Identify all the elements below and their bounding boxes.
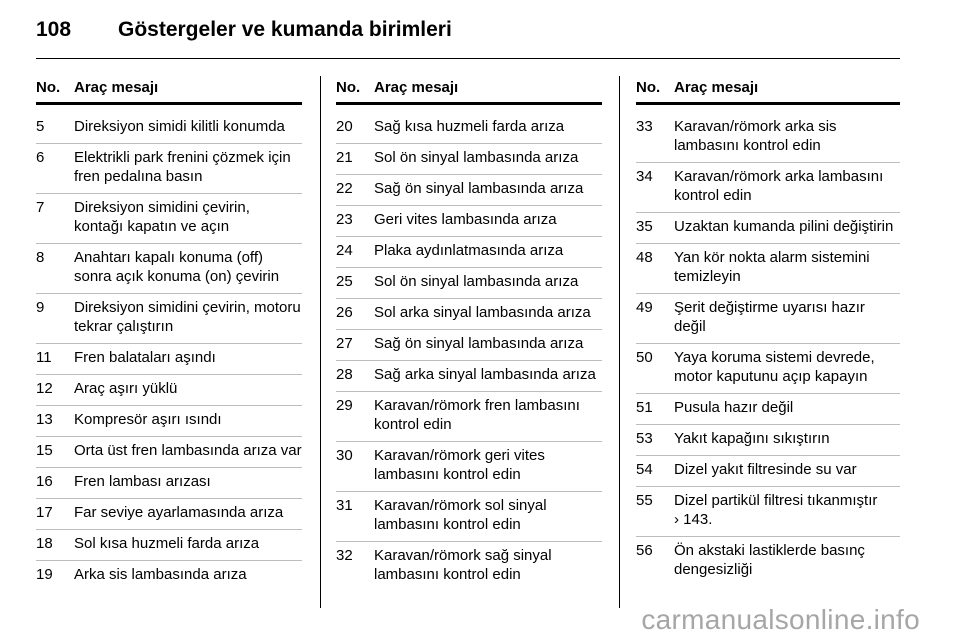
message-text — [74, 441, 302, 460]
table-row — [36, 113, 302, 144]
table-row — [636, 163, 900, 213]
message-number: 6 — [36, 149, 45, 166]
table-row — [336, 237, 602, 268]
message-number: 23 — [336, 211, 353, 228]
column-header-message: Araç mesajı — [674, 79, 759, 96]
message-number: 53 — [636, 430, 653, 447]
message-label: Sol ön sinyal lambasında arıza — [374, 149, 579, 166]
table-rows — [636, 113, 900, 586]
message-text — [74, 565, 302, 584]
message-text — [374, 396, 602, 434]
table-row — [636, 294, 900, 344]
message-number: 24 — [336, 242, 353, 259]
message-number: 50 — [636, 349, 653, 366]
page-header — [36, 16, 900, 44]
message-number: 18 — [36, 535, 53, 552]
table-row — [36, 406, 302, 437]
table-row — [36, 561, 302, 591]
message-label: Geri vites lambasında arıza — [374, 211, 557, 228]
message-number: 30 — [336, 447, 353, 464]
message-label: Fren lambası arızası — [74, 473, 211, 490]
table-row — [636, 344, 900, 394]
table-rows — [336, 113, 602, 591]
message-text — [674, 398, 900, 417]
message-text — [374, 365, 602, 384]
column-header — [336, 76, 602, 105]
message-label: Kompresör aşırı ısındı — [74, 411, 222, 428]
message-text — [74, 379, 302, 398]
message-label: Direksiyon simidi kilitli konumda — [74, 118, 285, 135]
message-text — [674, 248, 900, 286]
table-row — [336, 492, 602, 542]
message-text — [74, 410, 302, 429]
column-divider — [320, 76, 321, 608]
message-number: 19 — [36, 566, 53, 583]
message-label: Sağ ön sinyal lambasında arıza — [374, 335, 584, 352]
message-text — [674, 348, 900, 386]
table-row — [336, 113, 602, 144]
table-row — [336, 206, 602, 237]
message-label: Ön akstaki lastiklerde basınç dengesizliği — [674, 542, 865, 578]
page-title: Göstergeler ve kumanda birimleri — [118, 18, 452, 41]
message-text — [74, 503, 302, 522]
message-number: 11 — [36, 349, 52, 366]
table-row — [636, 244, 900, 294]
message-label: Plaka aydınlatmasında arıza — [374, 242, 564, 259]
message-label: Araç aşırı yüklü — [74, 380, 178, 397]
table-row — [336, 392, 602, 442]
message-text — [374, 446, 602, 484]
table-row — [36, 499, 302, 530]
table-row — [636, 537, 900, 586]
message-text — [674, 167, 900, 205]
header-divider — [36, 58, 900, 59]
column-header-no: No. — [36, 79, 61, 96]
message-label: Karavan/römork fren lambasını kontrol edin — [374, 397, 580, 433]
message-label: Şerit değiştirme uyarısı hazır değil — [674, 299, 865, 335]
table-row — [36, 294, 302, 344]
message-number: 31 — [336, 497, 353, 514]
message-text — [674, 491, 900, 529]
table-row — [36, 244, 302, 294]
message-text — [374, 303, 602, 322]
message-text — [74, 148, 302, 186]
message-text — [374, 334, 602, 353]
message-number: 55 — [636, 492, 653, 509]
message-label: Sağ kısa huzmeli farda arıza — [374, 118, 565, 135]
message-label: Karavan/römork geri vites lambasını kontrol edin — [374, 447, 545, 483]
message-number: 51 — [636, 399, 653, 416]
message-number: 26 — [336, 304, 353, 321]
table-row — [36, 530, 302, 561]
table-row — [36, 468, 302, 499]
message-text — [374, 179, 602, 198]
table-row — [636, 425, 900, 456]
table-row — [36, 437, 302, 468]
message-label: Direksiyon simidini çevirin, kontağı kapatın ve açın — [74, 199, 250, 235]
message-table-column-1 — [36, 76, 302, 591]
message-text — [374, 272, 602, 291]
table-row — [336, 299, 602, 330]
page-reference-arrow-icon: › — [674, 511, 679, 528]
table-row — [336, 175, 602, 206]
column-header — [36, 76, 302, 105]
message-text — [374, 148, 602, 167]
message-text — [374, 210, 602, 229]
message-label: Yakıt kapağını sıkıştırın — [674, 430, 830, 447]
message-label: Direksiyon simidini çevirin, motoru tekrar çalıştırın — [74, 299, 301, 335]
message-number: 13 — [36, 411, 53, 428]
message-number: 32 — [336, 547, 353, 564]
message-number: 17 — [36, 504, 53, 521]
message-label: Sol kısa huzmeli farda arıza — [74, 535, 260, 552]
table-row — [36, 375, 302, 406]
message-table-column-3 — [636, 76, 900, 586]
table-row — [336, 268, 602, 299]
table-row — [636, 113, 900, 163]
message-number: 22 — [336, 180, 353, 197]
message-number: 48 — [636, 249, 653, 266]
table-row — [336, 330, 602, 361]
page-reference: 143. — [683, 511, 713, 528]
message-number: 35 — [636, 218, 653, 235]
column-header-no: No. — [636, 79, 661, 96]
message-text — [374, 496, 602, 534]
message-text — [374, 241, 602, 260]
column-header-message: Araç mesajı — [374, 79, 459, 96]
message-number: 21 — [336, 149, 353, 166]
table-row — [336, 361, 602, 392]
table-row — [36, 344, 302, 375]
message-number: 33 — [636, 118, 653, 135]
message-label: Arka sis lambasında arıza — [74, 566, 247, 583]
message-text — [74, 117, 302, 136]
table-row — [336, 144, 602, 175]
message-number: 56 — [636, 542, 653, 559]
message-label: Far seviye ayarlamasında arıza — [74, 504, 284, 521]
watermark: carmanualsonline.info — [641, 604, 920, 635]
table-row — [336, 442, 602, 492]
message-label: Karavan/römork arka lambasını kontrol edin — [674, 168, 884, 204]
message-text — [674, 298, 900, 336]
message-number: 54 — [636, 461, 653, 478]
column-divider — [619, 76, 620, 608]
message-label: Dizel partikül filtresi tıkanmıştır — [674, 492, 878, 509]
column-header-no: No. — [336, 79, 361, 96]
message-number: 25 — [336, 273, 353, 290]
table-row — [636, 213, 900, 244]
message-number: 15 — [36, 442, 53, 459]
message-label: Orta üst fren lambasında arıza var — [74, 442, 302, 459]
message-table-column-2 — [336, 76, 602, 591]
message-label: Anahtarı kapalı konuma (off) sonra açık konuma (on) çevirin — [74, 249, 280, 285]
message-label: Elektrikli park frenini çözmek için fren pedalına basın — [74, 149, 291, 185]
message-text — [674, 460, 900, 479]
message-label: Yaya koruma sistemi devrede, motor kaputunu açıp kapayın — [674, 349, 875, 385]
message-number: 12 — [36, 380, 53, 397]
message-text — [74, 472, 302, 491]
message-text — [74, 348, 302, 367]
message-label: Sol arka sinyal lambasında arıza — [374, 304, 591, 321]
message-text — [374, 117, 602, 136]
table-rows — [36, 113, 302, 591]
message-label: Karavan/römork arka sis lambasını kontrol edin — [674, 118, 837, 154]
message-text — [674, 217, 900, 236]
message-number: 9 — [36, 299, 45, 316]
message-label: Dizel yakıt filtresinde su var — [674, 461, 857, 478]
message-label: Uzaktan kumanda pilini değiştirin — [674, 218, 894, 235]
message-label: Sağ ön sinyal lambasında arıza — [374, 180, 584, 197]
message-number: 8 — [36, 249, 45, 266]
message-number: 49 — [636, 299, 653, 316]
message-number: 29 — [336, 397, 353, 414]
message-label: Fren balataları aşındı — [74, 349, 216, 366]
message-label: Pusula hazır değil — [674, 399, 794, 416]
message-text — [74, 248, 302, 286]
message-number: 27 — [336, 335, 353, 352]
column-header-message: Araç mesajı — [74, 79, 159, 96]
table-row — [36, 144, 302, 194]
message-text — [74, 534, 302, 553]
table-row — [636, 456, 900, 487]
message-number: 34 — [636, 168, 653, 185]
message-number: 20 — [336, 118, 353, 135]
column-header — [636, 76, 900, 105]
message-number: 28 — [336, 366, 353, 383]
message-text — [674, 429, 900, 448]
message-text — [674, 541, 900, 579]
message-number: 5 — [36, 118, 45, 135]
message-number: 7 — [36, 199, 45, 216]
message-label: Karavan/römork sağ sinyal lambasını kontrol edin — [374, 547, 552, 583]
message-text — [674, 117, 900, 155]
page-number: 108 — [36, 18, 72, 41]
message-label: Karavan/römork sol sinyal lambasını kontrol edin — [374, 497, 547, 533]
table-row — [336, 542, 602, 591]
table-row — [36, 194, 302, 244]
message-label: Yan kör nokta alarm sistemini temizleyin — [674, 249, 870, 285]
message-text — [74, 298, 302, 336]
message-label: Sol ön sinyal lambasında arıza — [374, 273, 579, 290]
message-text — [74, 198, 302, 236]
table-row — [636, 394, 900, 425]
message-text — [374, 546, 602, 584]
message-number: 16 — [36, 473, 53, 490]
message-label: Sağ arka sinyal lambasında arıza — [374, 366, 596, 383]
table-row — [636, 487, 900, 537]
